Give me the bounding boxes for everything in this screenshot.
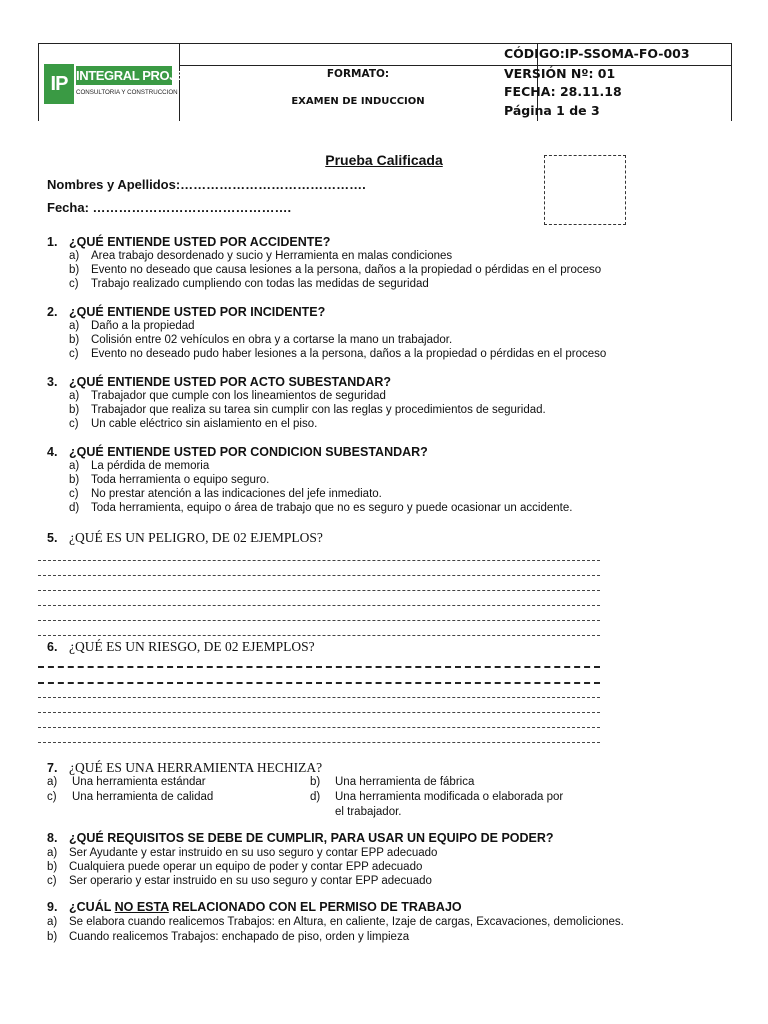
question-5: 5. ¿QUÉ ES UN PELIGRO, DE 02 EJEMPLOS? — [47, 530, 323, 545]
formato-label: FORMATO: — [326, 68, 390, 80]
q3-option-a[interactable]: a) Trabajador que cumple con los lineamientos de seguridad — [69, 390, 386, 402]
q2-option-c[interactable]: c) Evento no deseado pudo haber lesiones a la persona, daños a la propiedad o pérdidas en el proceso — [69, 348, 607, 360]
q7-option-d-cont: el trabajador. — [335, 806, 402, 818]
answer-line[interactable] — [38, 590, 600, 591]
pagina: Página 1 de 3 — [504, 103, 600, 118]
exam-title: Prueba Calificada — [325, 152, 443, 168]
q3-option-c[interactable]: c) Un cable eléctrico sin aislamiento en el piso. — [69, 418, 318, 430]
photo-box — [544, 155, 626, 225]
question-3: 3. ¿QUÉ ENTIENDE USTED POR ACTO SUBESTANDAR? — [47, 375, 392, 389]
q1-option-b[interactable]: b) Evento no deseado que causa lesiones a la persona, daños a la propiedad o pérdidas en el proceso — [69, 264, 602, 276]
q9-option-a[interactable]: a) Se elabora cuando realicemos Trabajos: en Altura, en caliente, Izaje de cargas, Excavaciones, demoliciones. — [47, 916, 624, 928]
q1-option-a[interactable]: a) Area trabajo desordenado y sucio y Herramienta en malas condiciones — [69, 250, 453, 262]
answer-line[interactable] — [38, 727, 600, 728]
answer-line[interactable] — [38, 620, 600, 621]
q8-option-b[interactable]: b) Cualquiera puede operar un equipo de poder y contar EPP adecuado — [47, 861, 423, 873]
q4-option-c[interactable]: c) No prestar atención a las indicaciones del jefe inmediato. — [69, 488, 382, 500]
fecha-doc: FECHA: 28.11.18 — [504, 84, 622, 99]
fecha-field[interactable]: Fecha: ………………………………………. — [47, 200, 292, 215]
q4-option-b[interactable]: b) Toda herramienta o equipo seguro. — [69, 474, 270, 486]
answer-line[interactable] — [38, 635, 600, 636]
answer-line[interactable] — [38, 712, 600, 713]
q3-option-b[interactable]: b) Trabajador que realiza su tarea sin cumplir con las reglas y procedimientos de seguridad. — [69, 404, 546, 416]
q4-option-d[interactable]: d) Toda herramienta, equipo o área de trabajo que no es seguro y puede ocasionar un accidente. — [69, 502, 573, 514]
q7-option-c[interactable]: c) Una herramienta de calidad — [47, 791, 214, 803]
q8-option-c[interactable]: c) Ser operario y estar instruido en su uso seguro y contar EPP adecuado — [47, 875, 432, 887]
q7-option-d[interactable]: d) Una herramienta modificada o elaborada por — [310, 791, 564, 803]
company-logo — [44, 64, 201, 104]
doc-name: EXAMEN DE INDUCCION — [291, 96, 425, 107]
answer-line[interactable] — [38, 560, 600, 561]
q7-option-a[interactable]: a) Una herramienta estándar — [47, 776, 206, 788]
version: VERSIÓN Nº: 01 — [504, 66, 616, 81]
answer-line[interactable] — [38, 666, 600, 668]
answer-line[interactable] — [38, 575, 600, 576]
answer-line[interactable] — [38, 697, 600, 698]
question-2: 2. ¿QUÉ ENTIENDE USTED POR INCIDENTE? — [47, 305, 326, 319]
question-6: 6. ¿QUÉ ES UN RIESGO, DE 02 EJEMPLOS? — [47, 639, 315, 654]
q9-option-b[interactable]: b) Cuando realicemos Trabajos: enchapado de piso, orden y limpieza — [47, 931, 410, 943]
logo-name: INTEGRAL PROJECT — [76, 68, 201, 83]
answer-line[interactable] — [38, 605, 600, 606]
answer-line[interactable] — [38, 682, 600, 684]
question-8: 8. ¿QUÉ REQUISITOS SE DEBE DE CUMPLIR, PARA USAR UN EQUIPO DE PODER? — [47, 831, 554, 845]
q7-option-b[interactable]: b) Una herramienta de fábrica — [310, 776, 475, 788]
q2-option-a[interactable]: a) Daño a la propiedad — [69, 320, 195, 332]
q1-option-c[interactable]: c) Trabajo realizado cumpliendo con todas las medidas de seguridad — [69, 278, 429, 290]
logo-initials: IP — [44, 64, 74, 104]
q2-option-b[interactable]: b) Colisión entre 02 vehículos en obra y a cortarse la mano un trabajador. — [69, 334, 453, 346]
answer-line[interactable] — [38, 742, 600, 743]
nombres-field[interactable]: Nombres y Apellidos:……………………………………. — [47, 177, 366, 192]
codigo: CÓDIGO:IP-SSOMA-FO-003 — [504, 46, 690, 61]
question-1: 1. ¿QUÉ ENTIENDE USTED POR ACCIDENTE? — [47, 235, 331, 249]
q8-option-a[interactable]: a) Ser Ayudante y estar instruido en su uso seguro y contar EPP adecuado — [47, 847, 438, 859]
logo-tagline: CONSULTORIA Y CONSTRUCCION — [76, 89, 178, 96]
question-9: 9. ¿CUÁL NO ESTA RELACIONADO CON EL PERMISO DE TRABAJO — [47, 900, 462, 914]
question-7: 7. ¿QUÉ ES UNA HERRAMIENTA HECHIZA? — [47, 760, 323, 775]
q4-option-a[interactable]: a) La pérdida de memoria — [69, 460, 210, 472]
question-4: 4. ¿QUÉ ENTIENDE USTED POR CONDICION SUBESTANDAR? — [47, 445, 428, 459]
